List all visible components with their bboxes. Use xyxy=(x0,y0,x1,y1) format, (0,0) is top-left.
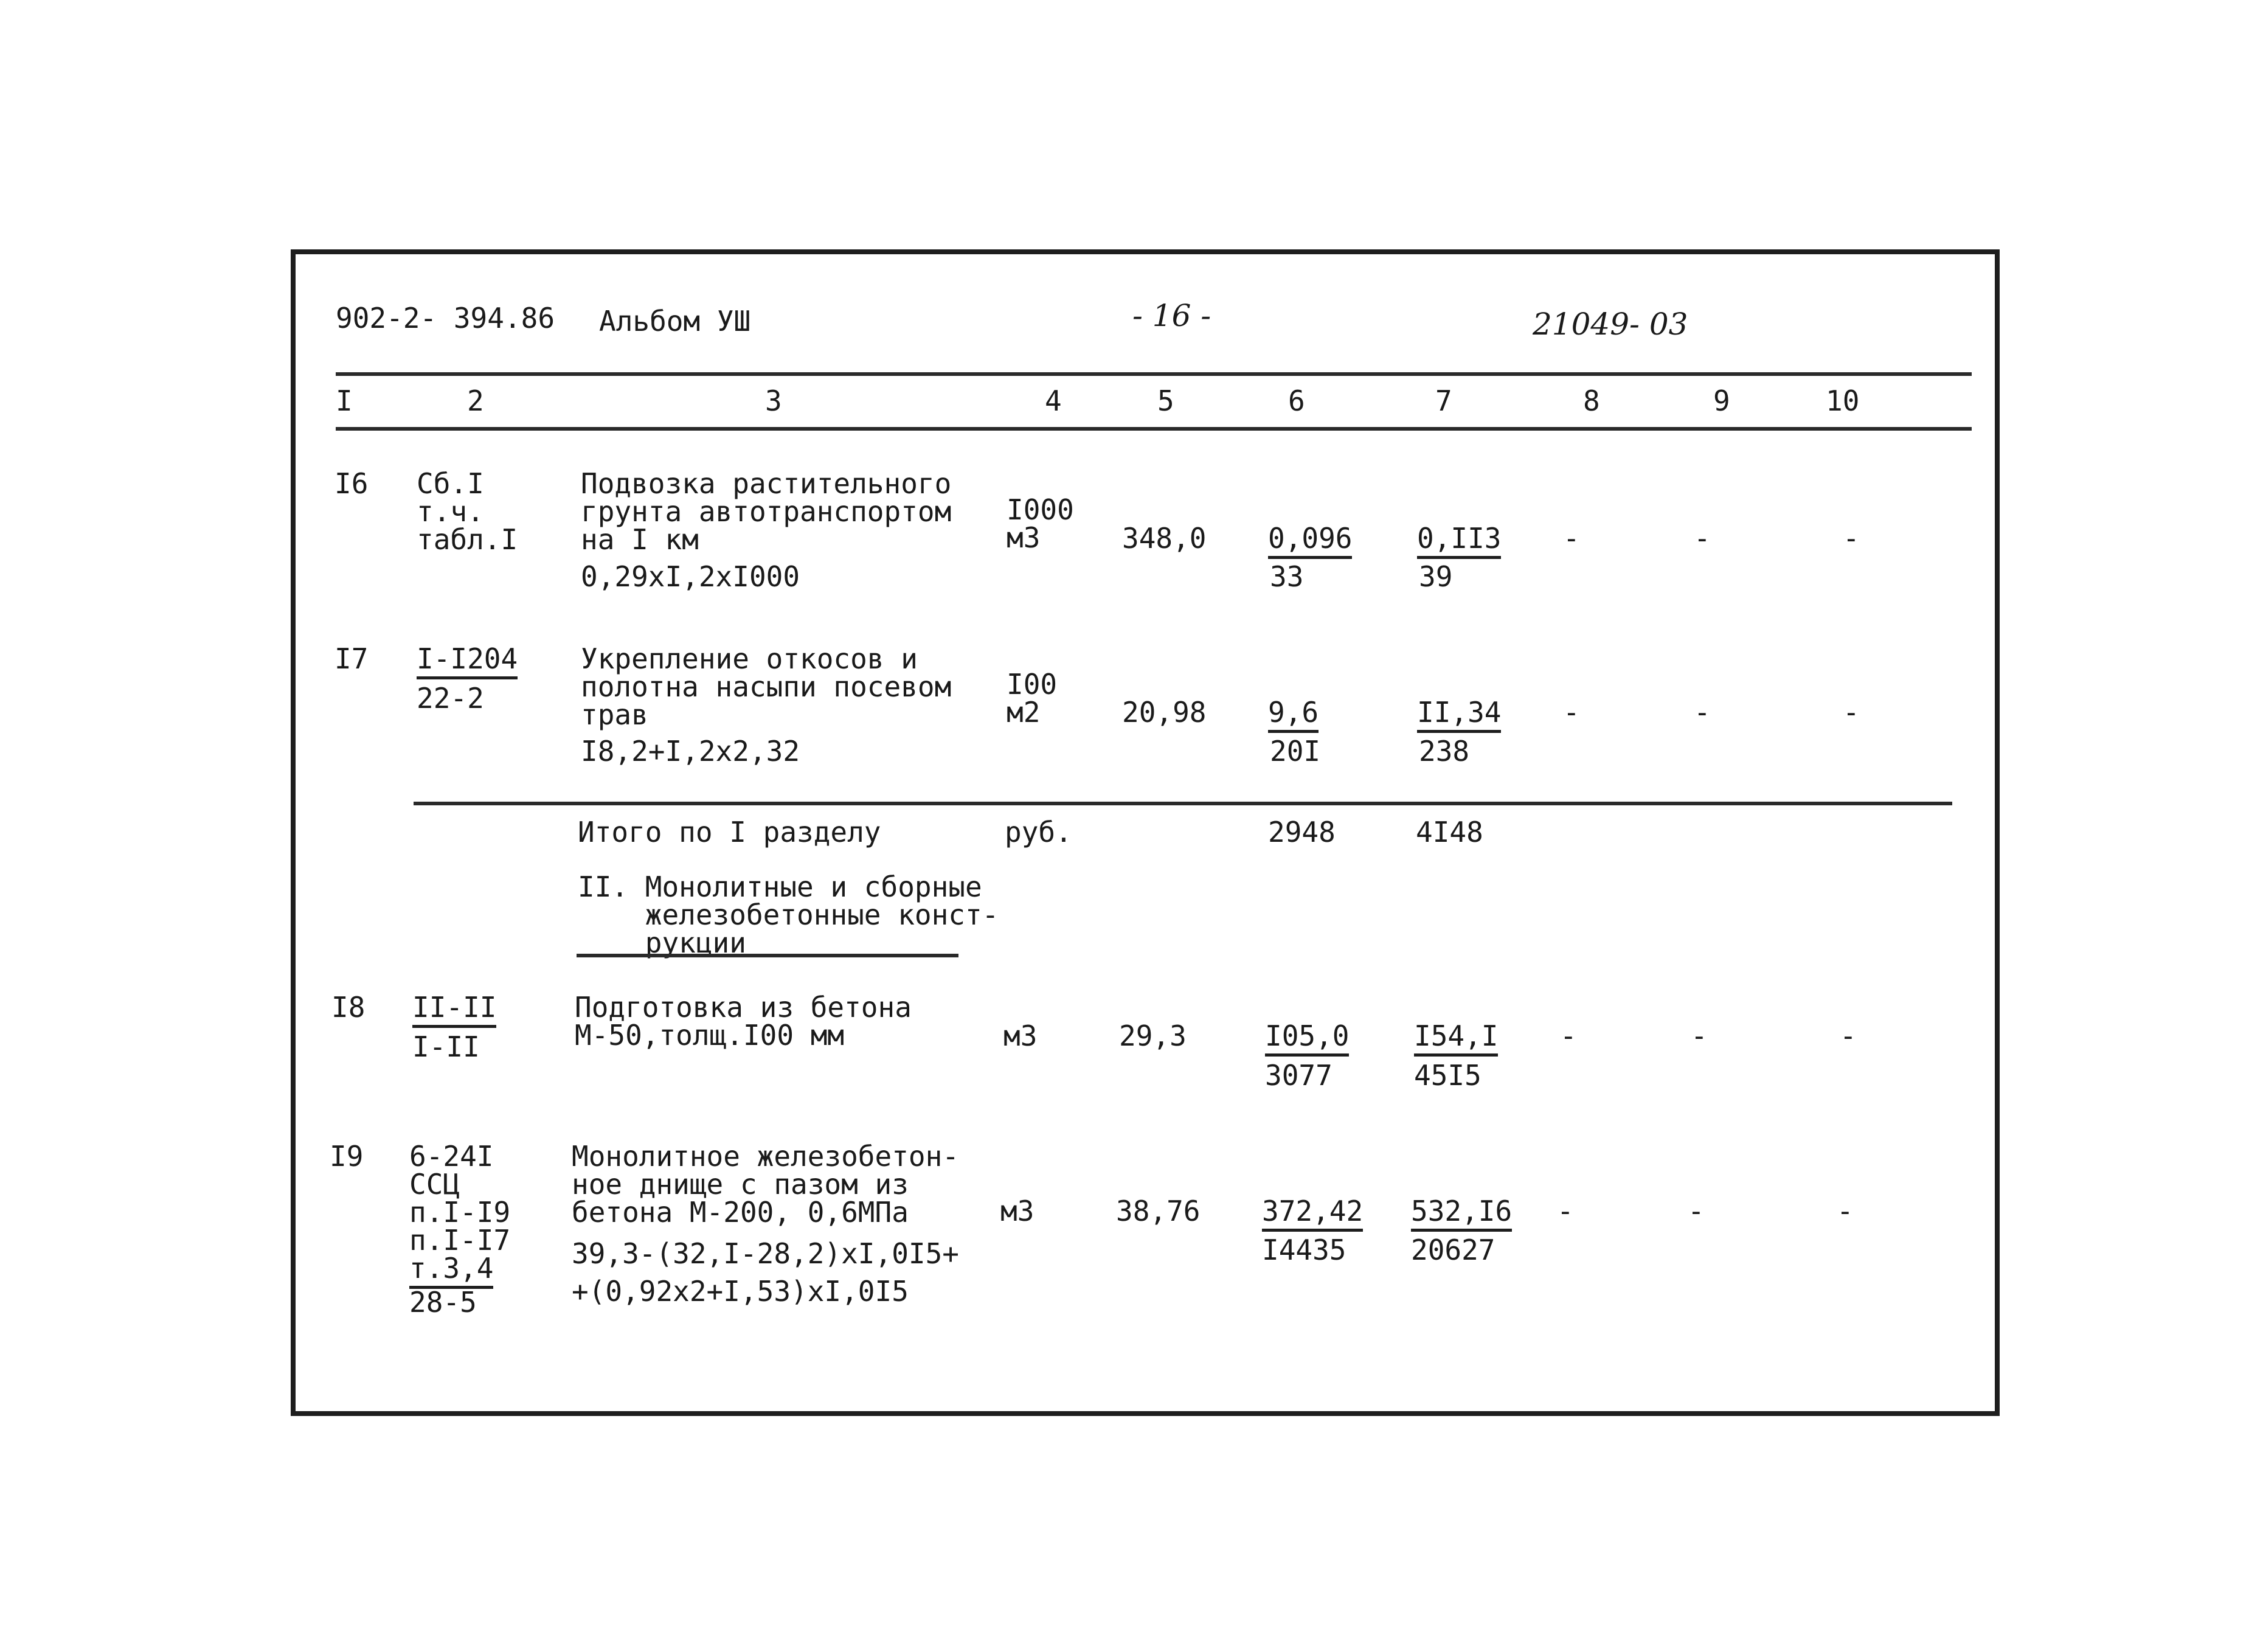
page-frame xyxy=(291,249,2000,1416)
col-header-2: 2 xyxy=(467,384,484,417)
table-row-unit: м3 xyxy=(1003,1019,1038,1052)
col-header-10: 10 xyxy=(1826,384,1860,417)
table-row-desc: Подготовка из бетона М-50,толщ.I00 мм xyxy=(575,991,912,1052)
table-row-code: Сб.I т.ч. табл.I xyxy=(417,467,518,556)
subtotal-col6: 2948 xyxy=(1268,816,1336,849)
table-row-qty: 29,3 xyxy=(1119,1019,1187,1052)
table-row-qty: 20,98 xyxy=(1122,696,1207,729)
table-row-cost-unit: 20I xyxy=(1270,735,1321,768)
doc-code: 902-2- 394.86 xyxy=(336,302,555,335)
section-rule xyxy=(414,802,1952,805)
price-unit-value: I05,0 xyxy=(1265,1019,1349,1057)
col-header-6: 6 xyxy=(1288,384,1305,417)
album-label: Альбом УШ xyxy=(599,305,751,338)
table-row-code-bottom: I-II xyxy=(412,1030,480,1063)
table-row-price-unit xyxy=(1265,1019,1350,1052)
header-top-rule xyxy=(336,372,1972,376)
col-header-7: 7 xyxy=(1435,384,1452,417)
table-row-col8: - xyxy=(1557,1195,1574,1227)
code-value: II-II xyxy=(412,991,496,1028)
price-total-value: I54,I xyxy=(1414,1019,1498,1057)
section-title: II. Монолитные и сборные железобетонные конст- рукции xyxy=(578,870,999,959)
table-row-formula: 0,29хI,2хI000 xyxy=(581,560,800,593)
table-row-desc: Укрепление откосов и полотна насыпи посевом трав xyxy=(581,642,952,731)
inventory-number: 21049- 03 xyxy=(1533,307,1688,342)
table-row-num: I9 xyxy=(330,1140,364,1173)
code-value: I-I204 xyxy=(417,642,518,679)
table-row-num: I7 xyxy=(334,642,369,675)
table-row-col9: - xyxy=(1694,522,1711,555)
table-row-cost-unit: I4435 xyxy=(1262,1234,1346,1266)
subtotal-col7: 4I48 xyxy=(1416,816,1483,849)
section-title-underline xyxy=(577,954,958,957)
price-total-value: 532,I6 xyxy=(1411,1195,1512,1232)
price-unit-value: 372,42 xyxy=(1262,1195,1363,1232)
table-row-price-unit xyxy=(1262,1197,1363,1225)
col-header-5: 5 xyxy=(1157,384,1174,417)
table-row-cost-total: 45I5 xyxy=(1414,1059,1482,1092)
table-row-qty: 348,0 xyxy=(1122,522,1207,555)
table-row-col8: - xyxy=(1563,696,1580,729)
table-row-price-total xyxy=(1417,696,1502,729)
col-header-9: 9 xyxy=(1713,384,1730,417)
table-row-col10: - xyxy=(1843,522,1860,555)
table-row-unit: I000 м3 xyxy=(1007,493,1074,554)
table-row-unit: I00 м2 xyxy=(1007,668,1058,729)
col-header-1: I xyxy=(336,384,353,417)
table-row-unit: м3 xyxy=(1000,1195,1034,1227)
subtotal-unit: руб. xyxy=(1005,816,1072,849)
table-row-price-total xyxy=(1411,1197,1512,1225)
table-row-formula: 39,3-(32,I-28,2)хI,0I5+ +(0,92х2+I,53)хI,0I5 xyxy=(572,1237,959,1308)
header-bottom-rule xyxy=(336,427,1972,431)
table-row-num: I8 xyxy=(331,991,366,1024)
table-row-cost-unit: 3077 xyxy=(1265,1059,1333,1092)
table-row-code-bottom: 28-5 xyxy=(409,1286,477,1319)
table-row-col8: - xyxy=(1560,1019,1577,1052)
table-row-cost-total: 238 xyxy=(1419,735,1470,768)
table-row-price-unit xyxy=(1268,522,1353,555)
code-value: т.3,4 xyxy=(409,1252,493,1289)
table-row-formula: I8,2+I,2х2,32 xyxy=(581,735,800,768)
price-unit-value: 9,6 xyxy=(1268,696,1319,733)
table-row-num: I6 xyxy=(334,467,369,500)
table-row-cost-total: 39 xyxy=(1419,560,1453,593)
table-row-col8: - xyxy=(1563,522,1580,555)
col-header-3: 3 xyxy=(765,384,782,417)
table-row-col10: - xyxy=(1840,1019,1857,1052)
table-row-code-bottom: 22-2 xyxy=(417,682,484,715)
page-number: - 16 - xyxy=(1132,298,1211,333)
col-header-8: 8 xyxy=(1583,384,1600,417)
table-row-col10: - xyxy=(1837,1195,1854,1227)
table-row-code xyxy=(417,642,518,675)
table-row-cost-total: 20627 xyxy=(1411,1234,1495,1266)
price-total-value: II,34 xyxy=(1417,696,1501,733)
subtotal-label: Итого по I разделу xyxy=(578,816,881,849)
table-row-desc: Монолитное железобетон- ное днище с пазом из бетона М-200, 0,6МПа xyxy=(572,1140,959,1229)
col-header-4: 4 xyxy=(1045,384,1062,417)
table-row-qty: 38,76 xyxy=(1116,1195,1201,1227)
price-total-value: 0,II3 xyxy=(1417,522,1501,559)
table-row-col10: - xyxy=(1843,696,1860,729)
table-row-price-total xyxy=(1417,522,1502,555)
price-unit-value: 0,096 xyxy=(1268,522,1352,559)
table-row-cost-unit: 33 xyxy=(1270,560,1304,593)
table-row-col9: - xyxy=(1688,1195,1705,1227)
table-row-col9: - xyxy=(1691,1019,1708,1052)
table-row-price-unit xyxy=(1268,696,1319,729)
table-row-code xyxy=(412,991,497,1024)
table-row-code: 6-24I ССЦ п.I-I9 п.I-I7 xyxy=(409,1140,511,1257)
table-row-code-underlined xyxy=(409,1252,494,1285)
table-row-col9: - xyxy=(1694,696,1711,729)
table-row-price-total xyxy=(1414,1019,1499,1052)
table-row-desc: Подвозка растительного грунта автотранспортом на I км xyxy=(581,467,952,556)
